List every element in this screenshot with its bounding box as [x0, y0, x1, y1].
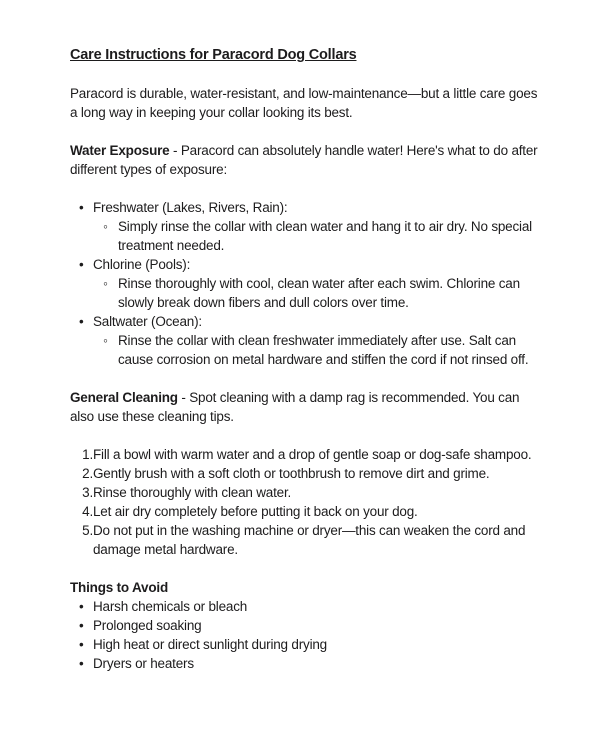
disc-bullet-icon: •	[79, 314, 84, 329]
avoid-item	[79, 635, 546, 654]
list-item-label: Freshwater (Lakes, Rivers, Rain):	[93, 200, 288, 215]
list-item-freshwater	[79, 198, 546, 255]
water-exposure-paragraph	[70, 141, 546, 179]
list-item-saltwater	[79, 312, 546, 369]
freshwater-sub-list	[93, 217, 546, 255]
sub-list-item-text: Rinse the collar with clean freshwater immediately after use. Salt can cause corrosion on metal hardware and stiffen the cord if not rinsed off.	[118, 333, 529, 367]
disc-bullet-icon: •	[79, 637, 84, 652]
cleaning-step: Rinse thoroughly with clean water.	[93, 485, 292, 500]
water-exposure-text: - Paracord can absolutely handle water! Here's what to do after different types of exposure:	[70, 143, 538, 177]
sub-list-item-text: Rinse thoroughly with cool, clean water after each swim. Chlorine can slowly break down fibers and dull colors over time.	[118, 276, 520, 310]
avoid-item-text: Harsh chemicals or bleach	[93, 599, 248, 614]
disc-bullet-icon: •	[79, 618, 84, 633]
water-exposure-list	[70, 198, 546, 369]
things-to-avoid-list	[70, 597, 546, 673]
disc-bullet-icon: •	[79, 257, 84, 272]
cleaning-step: Gently brush with a soft cloth or toothbrush to remove dirt and grime.	[93, 466, 490, 481]
water-exposure-heading: Water Exposure	[70, 143, 170, 158]
avoid-item-text: Dryers or heaters	[93, 656, 194, 671]
circle-bullet-icon: ◦	[103, 276, 108, 291]
cleaning-steps-list	[70, 445, 546, 559]
avoid-item-text: Prolonged soaking	[93, 618, 202, 633]
sub-list-item	[103, 274, 546, 312]
sub-list-item	[103, 217, 546, 255]
cleaning-step: Do not put in the washing machine or dryer—this can weaken the cord and damage metal hardware.	[93, 523, 526, 557]
sub-list-item	[103, 331, 546, 369]
page-title: Care Instructions for Paracord Dog Collars	[70, 47, 357, 63]
chlorine-sub-list	[93, 274, 546, 312]
avoid-item	[79, 654, 546, 673]
things-to-avoid-paragraph	[70, 578, 546, 597]
saltwater-sub-list	[93, 331, 546, 369]
list-item-label: Chlorine (Pools):	[93, 257, 191, 272]
disc-bullet-icon: •	[79, 599, 84, 614]
general-cleaning-heading: General Cleaning	[70, 390, 178, 405]
avoid-item	[79, 616, 546, 635]
cleaning-step: Fill a bowl with warm water and a drop of gentle soap or dog-safe shampoo.	[93, 447, 532, 462]
list-item-label: Saltwater (Ocean):	[93, 314, 202, 329]
circle-bullet-icon: ◦	[103, 219, 108, 234]
disc-bullet-icon: •	[79, 656, 84, 671]
general-cleaning-paragraph	[70, 388, 546, 426]
cleaning-step: Let air dry completely before putting it back on your dog.	[93, 504, 418, 519]
intro-paragraph: Paracord is durable, water-resistant, and low-maintenance—but a little care goes a long way in keeping your collar looking its best.	[70, 86, 538, 120]
sub-list-item-text: Simply rinse the collar with clean water and hang it to air dry. No special treatment needed.	[118, 219, 532, 253]
things-to-avoid-heading: Things to Avoid	[70, 580, 168, 595]
general-cleaning-text: - Spot cleaning with a damp rag is recommended. You can also use these cleaning tips.	[70, 390, 520, 424]
circle-bullet-icon: ◦	[103, 333, 108, 348]
disc-bullet-icon: •	[79, 200, 84, 215]
avoid-item	[79, 597, 546, 616]
list-item-chlorine	[79, 255, 546, 312]
avoid-item-text: High heat or direct sunlight during drying	[93, 637, 327, 652]
